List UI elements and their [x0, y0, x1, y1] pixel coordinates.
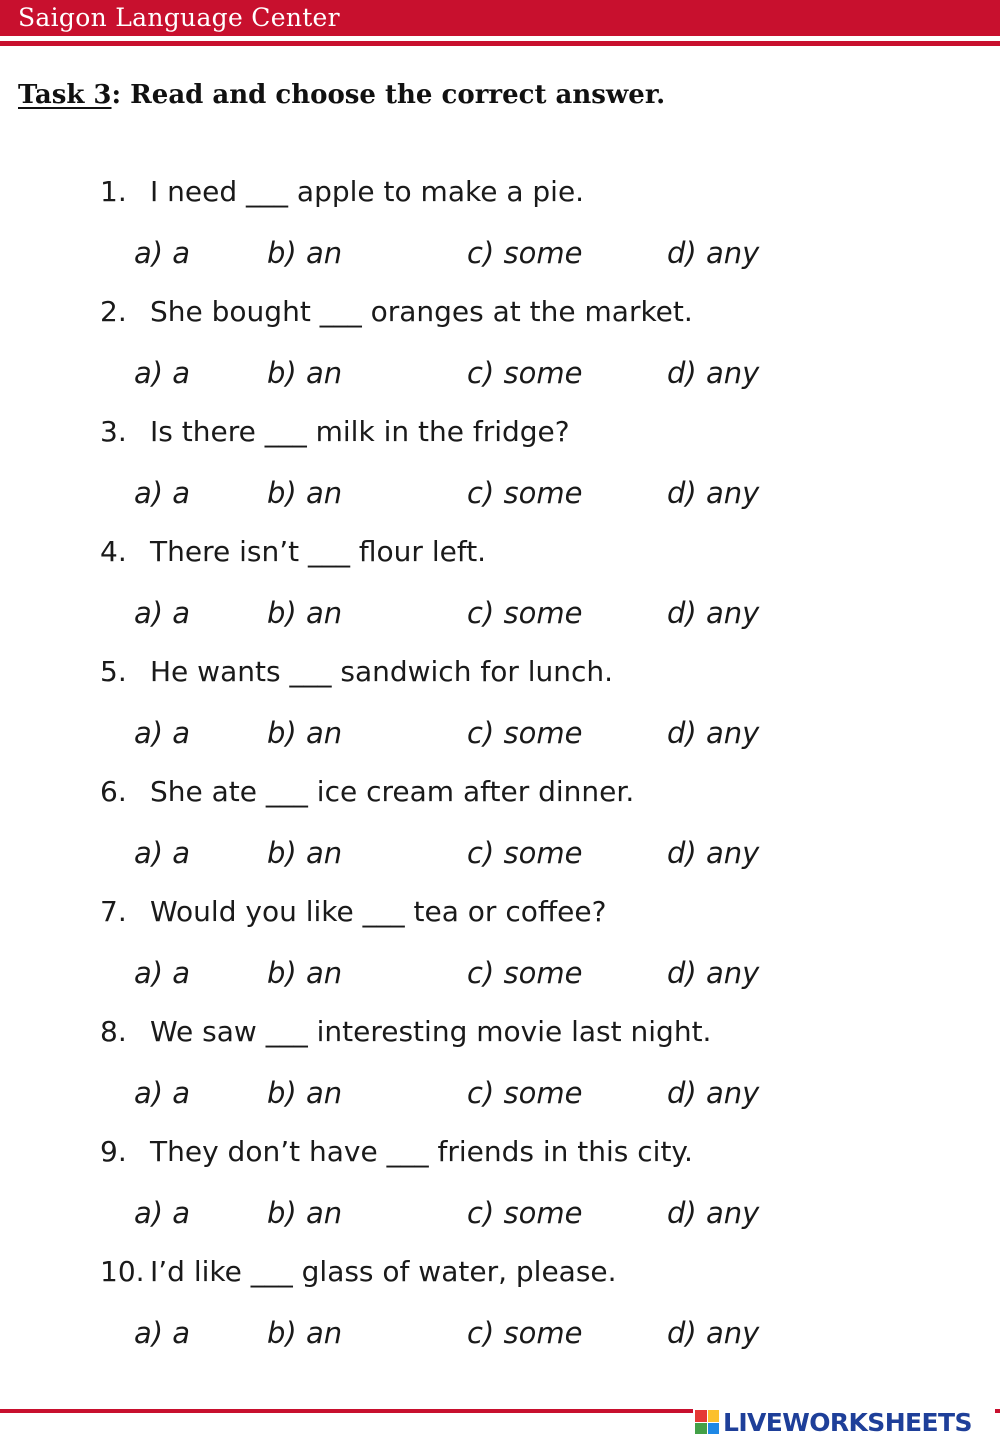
answer-options: [134, 956, 934, 992]
question-line: [100, 415, 570, 448]
option-a[interactable]: a) a: [134, 356, 191, 390]
option-c[interactable]: c) some: [467, 1196, 583, 1230]
question-text: We saw ___ interesting movie last night.: [150, 1015, 712, 1048]
question-list: [100, 170, 960, 1370]
option-a[interactable]: a) a: [134, 1076, 191, 1110]
answer-options: [134, 596, 934, 632]
question-item: [100, 530, 960, 650]
option-d[interactable]: d) any: [667, 836, 760, 870]
question-item: [100, 170, 960, 290]
answer-options: [134, 236, 934, 272]
option-c[interactable]: c) some: [467, 596, 583, 630]
question-number: 4.: [100, 535, 127, 568]
question-item: [100, 1130, 960, 1250]
question-line: [100, 775, 634, 808]
option-b[interactable]: b) an: [267, 1316, 343, 1350]
answer-options: [134, 1196, 934, 1232]
question-line: [100, 1015, 711, 1048]
option-d[interactable]: d) any: [667, 1076, 760, 1110]
question-number: 7.: [100, 895, 127, 928]
header-title: Saigon Language Center: [18, 3, 340, 32]
logo-square: [695, 1410, 707, 1422]
option-d[interactable]: d) any: [667, 716, 760, 750]
option-c[interactable]: c) some: [467, 476, 583, 510]
question-item: [100, 890, 960, 1010]
option-c[interactable]: c) some: [467, 956, 583, 990]
question-number: 3.: [100, 415, 127, 448]
question-number: 1.: [100, 175, 127, 208]
question-item: [100, 410, 960, 530]
question-text: Is there ___ milk in the fridge?: [150, 415, 570, 448]
option-b[interactable]: b) an: [267, 356, 343, 390]
question-text: Would you like ___ tea or coffee?: [150, 895, 607, 928]
option-d[interactable]: d) any: [667, 596, 760, 630]
task-heading: [18, 80, 665, 110]
option-a[interactable]: a) a: [134, 836, 191, 870]
question-line: [100, 175, 584, 208]
question-text: She bought ___ oranges at the market.: [150, 295, 693, 328]
option-b[interactable]: b) an: [267, 596, 343, 630]
answer-options: [134, 1316, 934, 1352]
option-d[interactable]: d) any: [667, 1316, 760, 1350]
question-line: [100, 1255, 617, 1288]
question-text: They don’t have ___ friends in this city.: [150, 1135, 693, 1168]
option-a[interactable]: a) a: [134, 1196, 191, 1230]
option-d[interactable]: d) any: [667, 476, 760, 510]
answer-options: [134, 836, 934, 872]
task-instruction: : Read and choose the correct answer.: [111, 80, 666, 110]
option-a[interactable]: a) a: [134, 1316, 191, 1350]
option-a[interactable]: a) a: [134, 716, 191, 750]
option-b[interactable]: b) an: [267, 956, 343, 990]
option-b[interactable]: b) an: [267, 1076, 343, 1110]
logo-square: [708, 1423, 720, 1435]
liveworksheets-logo-icon: [695, 1410, 719, 1434]
header-divider: [0, 41, 1000, 46]
option-b[interactable]: b) an: [267, 236, 343, 270]
option-b[interactable]: b) an: [267, 1196, 343, 1230]
question-number: 2.: [100, 295, 127, 328]
option-b[interactable]: b) an: [267, 836, 343, 870]
question-item: [100, 1250, 960, 1370]
question-number: 10.: [100, 1255, 145, 1288]
question-item: [100, 650, 960, 770]
question-text: He wants ___ sandwich for lunch.: [150, 655, 614, 688]
question-number: 6.: [100, 775, 127, 808]
option-d[interactable]: d) any: [667, 236, 760, 270]
option-a[interactable]: a) a: [134, 476, 191, 510]
liveworksheets-brand: [693, 1407, 995, 1437]
option-c[interactable]: c) some: [467, 1316, 583, 1350]
question-item: [100, 290, 960, 410]
question-text: There isn’t ___ flour left.: [150, 535, 487, 568]
option-c[interactable]: c) some: [467, 236, 583, 270]
logo-square: [708, 1410, 720, 1422]
question-text: She ate ___ ice cream after dinner.: [150, 775, 635, 808]
brand-text: LIVEWORKSHEETS: [723, 1407, 972, 1437]
option-c[interactable]: c) some: [467, 356, 583, 390]
answer-options: [134, 476, 934, 512]
header-bar: [0, 0, 1000, 36]
question-text: I need ___ apple to make a pie.: [150, 175, 585, 208]
option-c[interactable]: c) some: [467, 836, 583, 870]
task-label: Task 3: [18, 80, 112, 110]
question-number: 9.: [100, 1135, 127, 1168]
option-d[interactable]: d) any: [667, 1196, 760, 1230]
question-text: I’d like ___ glass of water, please.: [150, 1255, 617, 1288]
answer-options: [134, 356, 934, 392]
option-b[interactable]: b) an: [267, 476, 343, 510]
question-line: [100, 535, 486, 568]
question-number: 5.: [100, 655, 127, 688]
option-b[interactable]: b) an: [267, 716, 343, 750]
option-a[interactable]: a) a: [134, 956, 191, 990]
question-item: [100, 1010, 960, 1130]
question-line: [100, 895, 606, 928]
answer-options: [134, 716, 934, 752]
question-item: [100, 770, 960, 890]
option-c[interactable]: c) some: [467, 1076, 583, 1110]
question-line: [100, 1135, 693, 1168]
logo-square: [695, 1423, 707, 1435]
option-d[interactable]: d) any: [667, 356, 760, 390]
question-number: 8.: [100, 1015, 127, 1048]
answer-options: [134, 1076, 934, 1112]
question-line: [100, 295, 693, 328]
option-d[interactable]: d) any: [667, 956, 760, 990]
option-a[interactable]: a) a: [134, 236, 191, 270]
question-line: [100, 655, 613, 688]
option-c[interactable]: c) some: [467, 716, 583, 750]
option-a[interactable]: a) a: [134, 596, 191, 630]
